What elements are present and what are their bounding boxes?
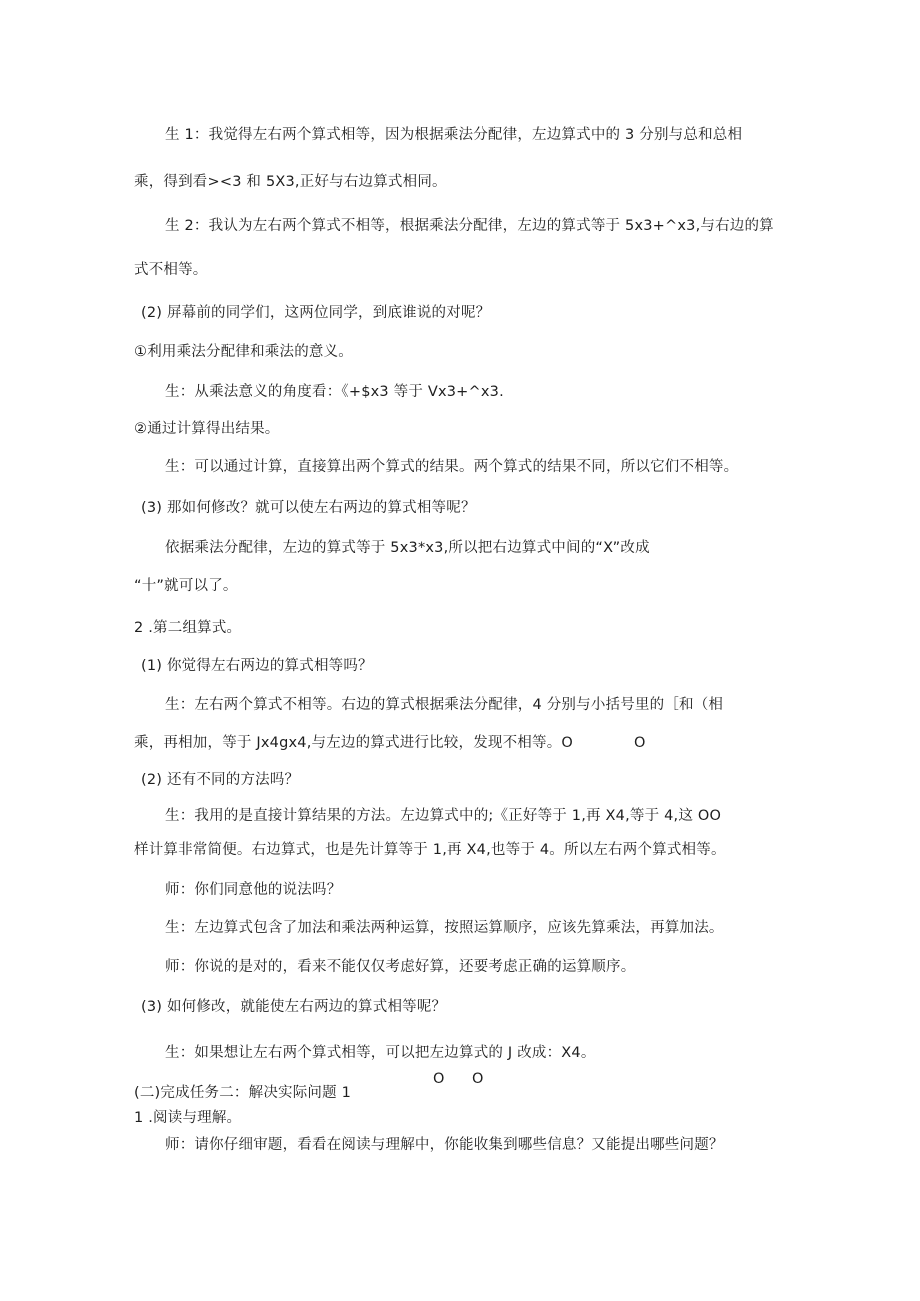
paragraph-line: (2) 还有不同的方法吗？ (141, 772, 300, 788)
paragraph-line: 师：你说的是对的，看来不能仅仅考虑好算，还要考虑正确的运算顺序。 (165, 959, 636, 975)
section-heading: 2 .第二组算式。 (134, 620, 242, 636)
paragraph-line: 式不相等。 (134, 262, 208, 278)
section-heading: 1 .阅读与理解。 (134, 1110, 242, 1126)
paragraph-line: 师：你们同意他的说法吗？ (165, 882, 342, 898)
section-heading: (二)完成任务二：解决实际问题 1 (134, 1085, 352, 1101)
paragraph-line: 样计算非常简便。右边算式，也是先计算等于 1,再 X4,也等于 4。所以左右两个算式相等。 (134, 842, 726, 858)
paragraph-line: 生：可以通过计算，直接算出两个算式的结果。两个算式的结果不同，所以它们不相等。 (165, 459, 739, 475)
paragraph-line: 生：左边算式包含了加法和乘法两种运算，按照运算顺序，应该先算乘法，再算加法。 (165, 920, 724, 936)
paragraph-line: (3) 如何修改，就能使左右两边的算式相等呢？ (141, 999, 447, 1015)
paragraph-line: 师：请你仔细审题，看看在阅读与理解中，你能收集到哪些信息？又能提出哪些问题？ (165, 1137, 724, 1153)
paragraph-line: 生：如果想让左右两个算式相等，可以把左边算式的 J 改成：X4。 (165, 1045, 596, 1061)
paragraph-line: “十”就可以了。 (134, 578, 238, 594)
stray-mark: O (433, 1071, 445, 1087)
paragraph-line: 依据乘法分配律，左边的算式等于 5x3*x3,所以把右边算式中间的“X”改成 (165, 540, 650, 556)
paragraph-line: ②通过计算得出结果。 (134, 421, 280, 437)
paragraph-line: 乘，得到看><3 和 5X3,正好与右边算式相同。 (134, 174, 447, 190)
paragraph-line: (1) 你觉得左右两边的算式相等吗？ (141, 658, 373, 674)
paragraph-line: ①利用乘法分配律和乘法的意义。 (134, 344, 353, 360)
stray-mark: O (634, 735, 646, 751)
paragraph-line: 生：左右两个算式不相等。右边的算式根据乘法分配律，4 分别与小括号里的［和（相 (165, 697, 724, 713)
paragraph-line: (3) 那如何修改？就可以使左右两边的算式相等呢？ (141, 500, 476, 516)
paragraph-line: 生：我用的是直接计算结果的方法。左边算式中的;《正好等于 1,再 X4,等于 4,这 OO (165, 808, 722, 824)
paragraph-line: 生：从乘法意义的角度看：《+$x3 等于 Vx3+^x3. (165, 384, 504, 400)
paragraph-line: (2) 屏幕前的同学们，这两位同学，到底谁说的对呢？ (141, 305, 491, 321)
paragraph-line: 生 2：我认为左右两个算式不相等，根据乘法分配律，左边的算式等于 5x3+^x3,与右边的算 (165, 218, 774, 234)
stray-mark: O (472, 1071, 484, 1087)
paragraph-line: 乘，再相加，等于 Jx4gx4,与左边的算式进行比较，发现不相等。O (134, 735, 574, 751)
paragraph-line: 生 1：我觉得左右两个算式相等，因为根据乘法分配律，左边算式中的 3 分别与总和总相 (165, 127, 743, 143)
